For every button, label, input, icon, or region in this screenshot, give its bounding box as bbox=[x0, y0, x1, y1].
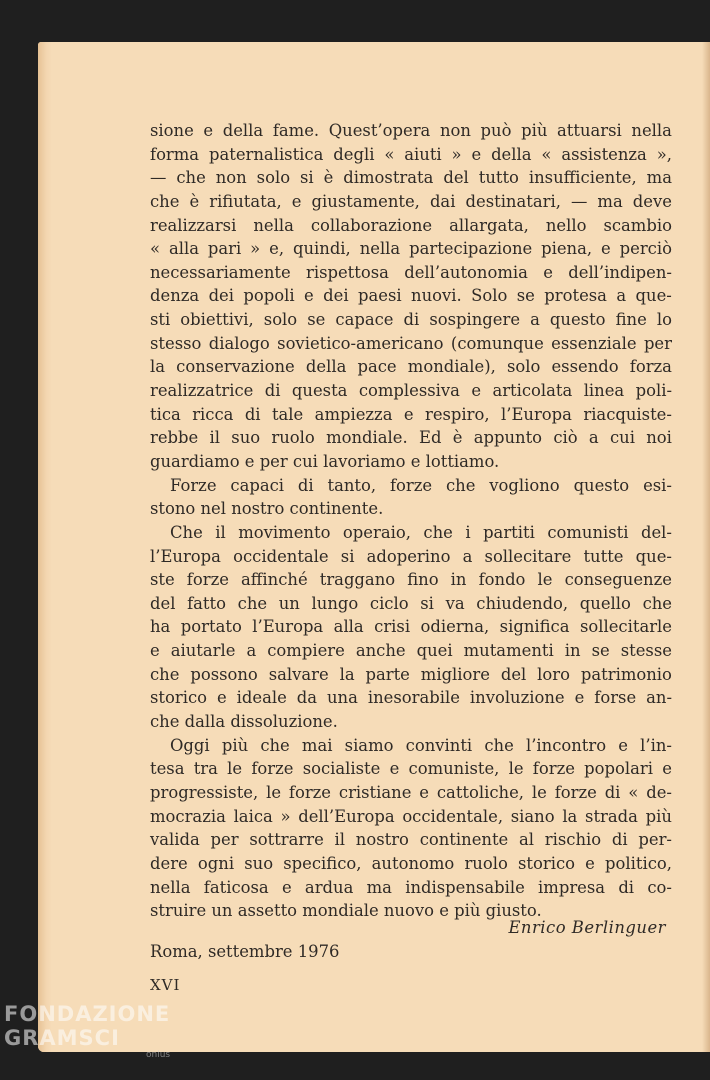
text-line: denza dei popoli e dei paesi nuovi. Solo se protesa a que- bbox=[150, 286, 672, 306]
text-line: stesso dialogo sovietico-americano (comunque essenziale per bbox=[150, 333, 672, 353]
text-line: storico e ideale da una inesorabile involuzione e forse an- bbox=[150, 688, 672, 708]
text-line: struire un assetto mondiale nuovo e più giusto. bbox=[150, 901, 542, 921]
page-stack-edge bbox=[38, 42, 52, 1052]
text-line: — che non solo si è dimostrata del tutto insufficiente, ma bbox=[150, 168, 672, 188]
text-line: rebbe il suo ruolo mondiale. Ed è appunto ciò a cui noi bbox=[150, 428, 672, 448]
text-line: e aiutarle a compiere anche quei mutamenti in se stesse bbox=[150, 641, 672, 661]
place-date: Roma, settembre 1976 bbox=[150, 942, 340, 961]
text-line: tica ricca di tale ampiezza e respiro, l’Europa riacquiste- bbox=[150, 404, 672, 424]
text-line: l’Europa occidentale si adoperino a sollecitare tutte que- bbox=[150, 546, 672, 566]
text-line: che possono salvare la parte migliore del loro patrimonio bbox=[150, 664, 672, 684]
text-line: Forze capaci di tanto, forze che vogliono questo esi- bbox=[170, 475, 672, 495]
text-line: ste forze affinché traggano fino in fondo le conseguenze bbox=[150, 570, 672, 590]
text-line: sione e della fame. Quest’opera non può più attuarsi nella bbox=[150, 121, 672, 140]
text-line: del fatto che un lungo ciclo si va chiudendo, quello che bbox=[150, 593, 672, 613]
watermark-logo bbox=[4, 1002, 204, 1062]
body-text bbox=[150, 119, 672, 923]
text-line: dere ogni suo specifico, autonomo ruolo storico e politico, bbox=[150, 853, 672, 873]
text-line: « alla pari » e, quindi, nella partecipazione piena, e perciò bbox=[150, 239, 672, 259]
text-line: realizzarsi nella collaborazione allargata, nello scambio bbox=[150, 215, 672, 235]
page-number: XVI bbox=[150, 976, 181, 994]
text-line: necessariamente rispettosa dell’autonomia e dell’indipen- bbox=[150, 262, 672, 282]
text-line: progressiste, le forze cristiane e cattoliche, le forze di « de- bbox=[150, 782, 672, 802]
author-signature: Enrico Berlinguer bbox=[508, 918, 666, 937]
text-line: che dalla dissoluzione. bbox=[150, 712, 338, 732]
text-line: forma paternalistica degli « aiuti » e della « assistenza », bbox=[150, 144, 672, 164]
text-line: sti obiettivi, solo se capace di sospingere a questo fine lo bbox=[150, 310, 672, 330]
text-line: guardiamo e per cui lavoriamo e lottiamo. bbox=[150, 451, 500, 471]
text-line: tesa tra le forze socialiste e comuniste, le forze popolari e bbox=[150, 759, 672, 779]
text-line: Che il movimento operaio, che i partiti comunisti del- bbox=[170, 522, 672, 542]
text-line: valida per sottrarre il nostro continente al rischio di per- bbox=[150, 830, 672, 850]
text-line: nella faticosa e ardua ma indispensabile impresa di co- bbox=[150, 877, 672, 897]
text-line: Oggi più che mai siamo convinti che l’incontro e l’in- bbox=[170, 735, 672, 755]
watermark-text: FONDAZIONE GRAMSCI bbox=[4, 1002, 171, 1050]
text-line: che è rifiutata, e giustamente, dai destinatari, — ma deve bbox=[150, 191, 672, 211]
text-line: realizzatrice di questa complessiva e articolata linea poli- bbox=[150, 381, 672, 401]
text-line: mocrazia laica » dell’Europa occidentale, siano la strada più bbox=[150, 806, 672, 826]
page-right-edge bbox=[702, 42, 710, 1052]
text-line: stono nel nostro continente. bbox=[150, 499, 384, 519]
text-line: ha portato l’Europa alla crisi odierna, significa sollecitarle bbox=[150, 617, 672, 637]
watermark-subtext: onlus bbox=[146, 1050, 171, 1060]
text-line: la conservazione della pace mondiale), solo essendo forza bbox=[150, 357, 672, 377]
